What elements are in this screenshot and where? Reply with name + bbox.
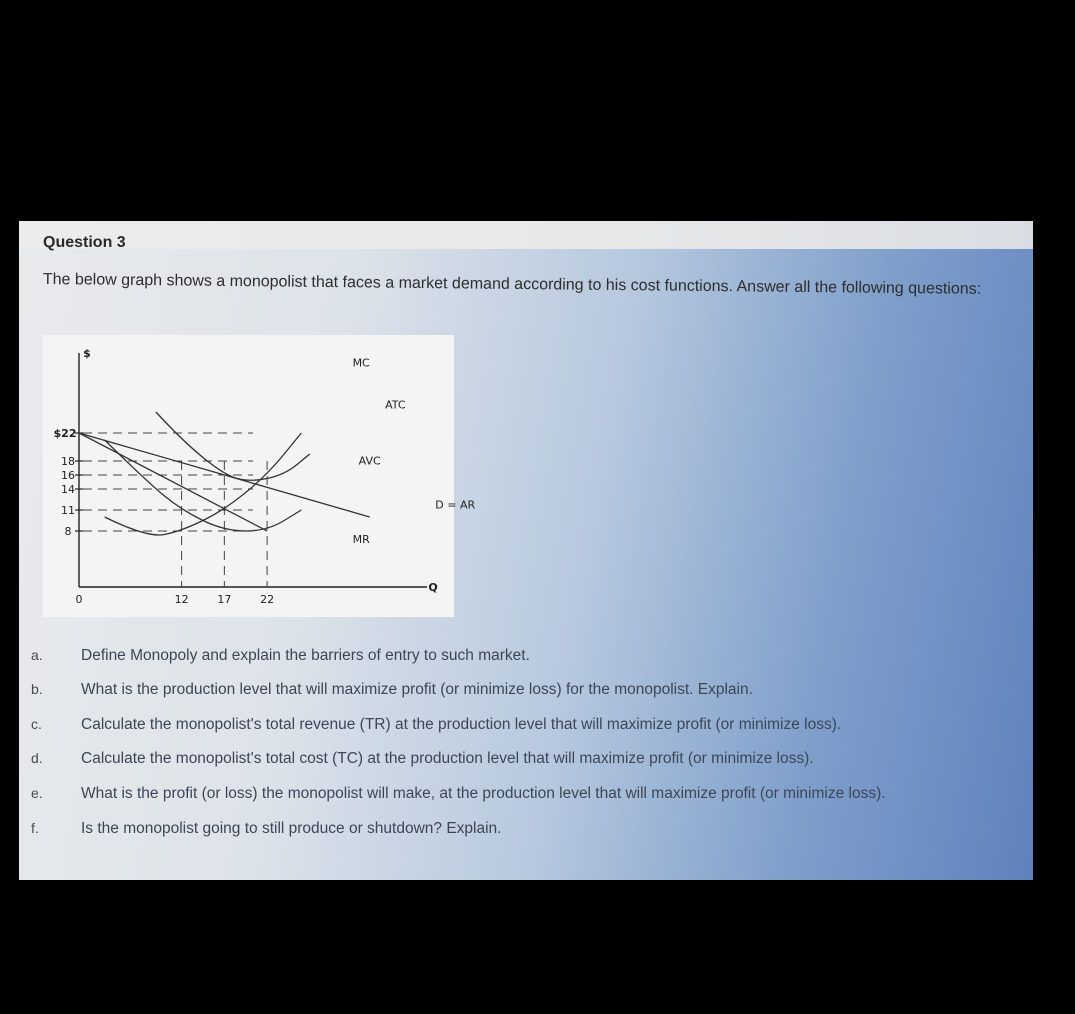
y-tick-label: 14	[61, 483, 75, 496]
question-letter: c.	[31, 716, 42, 732]
curve-mr	[79, 433, 267, 531]
question-letter: b.	[31, 681, 43, 697]
curve-label-atc: ATC	[385, 398, 406, 412]
question-title: Question 3	[43, 234, 126, 251]
question-letter: d.	[31, 750, 43, 766]
question-text: What is the production level that will maximize profit (or minimize loss) for the monopolist. Explain.	[81, 681, 753, 698]
question-text: Calculate the monopolist's total revenue (TR) at the production level that will maximize profit (or minimize loss).	[81, 716, 842, 733]
y-axis-label: $	[83, 347, 91, 360]
question-text: Is the monopolist going to still produce or shutdown? Explain.	[81, 820, 502, 837]
monopoly-chart-svg	[43, 335, 476, 617]
question-intro: The below graph shows a monopolist that faces a market demand according to his cost functions. Answer all the following questions:	[42, 270, 982, 298]
question-text: What is the profit (or loss) the monopolist will make, at the production level that will maximize profit (or minimize loss).	[81, 785, 886, 802]
question-item-a	[19, 647, 1033, 669]
x-tick-label: 17	[217, 593, 232, 606]
curve-atc	[156, 412, 310, 480]
question-letter: a.	[31, 647, 43, 663]
x-tick-label: 12	[174, 593, 189, 606]
y-tick-label: 11	[61, 504, 75, 517]
question-item-b	[19, 681, 1033, 703]
curve-d-ar	[79, 433, 370, 517]
question-letter: e.	[31, 785, 43, 801]
question-text: Define Monopoly and explain the barriers of entry to such market.	[81, 647, 530, 664]
y-tick-label: $22	[53, 427, 77, 440]
curve-label-mr: MR	[352, 532, 370, 546]
y-tick-label: 8	[64, 525, 72, 538]
question-item-d	[19, 750, 1033, 772]
question-letter: f.	[31, 820, 39, 836]
origin-label: 0	[75, 593, 83, 606]
curve-avc	[105, 440, 302, 531]
curve-label-mc: MC	[352, 356, 370, 370]
y-tick-label: 18	[61, 455, 75, 468]
quiz-screen	[19, 221, 1033, 880]
x-tick-label: 22	[260, 593, 275, 606]
y-tick-label: 16	[61, 469, 75, 482]
curve-label-d-ar: D = AR	[435, 498, 476, 512]
curve-label-avc: AVC	[358, 454, 381, 468]
question-item-c	[19, 716, 1033, 738]
question-item-f	[19, 820, 1033, 842]
monopoly-graph	[43, 335, 476, 617]
screen-top-bar	[19, 221, 1033, 249]
question-item-e	[19, 785, 1033, 807]
question-text: Calculate the monopolist's total cost (TC) at the production level that will maximize profit (or minimize loss).	[81, 750, 814, 767]
x-axis-label: Q	[428, 581, 438, 594]
